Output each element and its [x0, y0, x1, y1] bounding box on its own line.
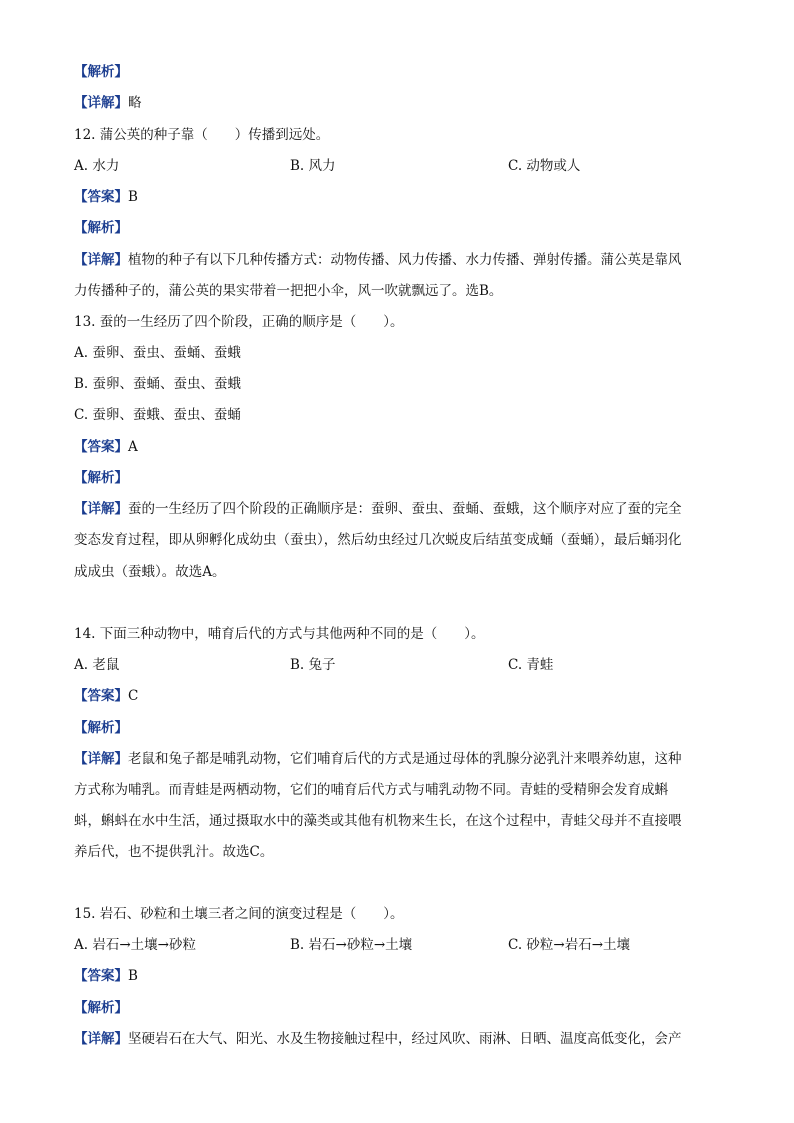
q12-option-b: B. 风力 [290, 158, 336, 174]
prev-detail-text: 略 [128, 95, 142, 111]
analysis-tag: 【解析】 [74, 64, 128, 80]
q14-answer [74, 686, 722, 706]
q15-option-c: C. 砂粒→岩石→土壤 [508, 937, 631, 953]
answer-tag: 【答案】 [74, 968, 128, 984]
q13-answer [74, 437, 722, 457]
q12-detail-line-1 [74, 250, 722, 270]
q13-option-a: A. 蚕卵、蚕虫、蚕蛹、蚕蛾 [74, 345, 241, 361]
q13-option-c: C. 蚕卵、蚕蛾、蚕虫、蚕蛹 [74, 407, 241, 423]
q12-option-c: C. 动物或人 [508, 158, 581, 174]
q14-option-c: C. 青蛙 [508, 657, 554, 673]
q13-detail-line-2: 变态发育过程，即从卵孵化成幼虫（蚕虫），然后幼虫经过几次蜕皮后结茧变成蛹（蚕蛹），最后蛹羽化 [74, 532, 682, 548]
q12-answer [74, 187, 722, 207]
detail-tag: 【详解】 [74, 751, 128, 767]
q12-option-a: A. 水力 [74, 158, 120, 174]
detail-tag: 【详解】 [74, 252, 128, 268]
q13-analysis-heading [74, 468, 722, 488]
q12-detail-text-1: 植物的种子有以下几种传播方式：动物传播、风力传播、水力传播、弹射传播。蒲公英是靠风 [128, 252, 682, 268]
q15-question: 15. 岩石、砂粒和土壤三者之间的演变过程是（ ）。 [74, 906, 404, 922]
analysis-tag: 【解析】 [74, 720, 128, 736]
q12-detail-line-2: 力传播种子的，蒲公英的果实带着一把把小伞，风一吹就飘远了。选B。 [74, 283, 503, 299]
q14-detail-line-1 [74, 749, 722, 769]
q15-detail-line-1 [74, 1029, 722, 1049]
prev-detail [74, 93, 722, 113]
detail-tag: 【详解】 [74, 95, 128, 111]
q12-analysis-heading [74, 218, 722, 238]
q15-option-b: B. 岩石→砂粒→土壤 [290, 937, 413, 953]
q13-question: 13. 蚕的一生经历了四个阶段，正确的顺序是（ ）。 [74, 314, 404, 330]
detail-tag: 【详解】 [74, 501, 128, 517]
q14-detail-line-4: 养后代，也不提供乳汁。故选C。 [74, 844, 274, 860]
q14-analysis-heading [74, 718, 722, 738]
q13-detail-line-1 [74, 499, 722, 519]
q15-analysis-heading [74, 998, 722, 1018]
q13-answer-value: A [128, 439, 138, 455]
detail-tag: 【详解】 [74, 1031, 128, 1047]
q14-option-b: B. 兔子 [290, 657, 336, 673]
answer-tag: 【答案】 [74, 439, 128, 455]
answer-tag: 【答案】 [74, 688, 128, 704]
analysis-tag: 【解析】 [74, 1000, 128, 1016]
q15-answer [74, 966, 722, 986]
q14-detail-line-2: 方式称为哺乳。而青蛙是两栖动物，它们的哺育后代方式与哺乳动物不同。青蛙的受精卵会发育成蝌 [74, 782, 668, 798]
analysis-tag: 【解析】 [74, 220, 128, 236]
prev-analysis-heading [74, 62, 722, 82]
q14-option-a: A. 老鼠 [74, 657, 120, 673]
q14-question: 14. 下面三种动物中，哺育后代的方式与其他两种不同的是（ ）。 [74, 626, 485, 642]
q15-option-a: A. 岩石→土壤→砂粒 [74, 937, 196, 953]
q13-detail-text-1: 蚕的一生经历了四个阶段的正确顺序是：蚕卵、蚕虫、蚕蛹、蚕蛾，这个顺序对应了蚕的完全 [128, 501, 682, 517]
q14-answer-value: C [128, 688, 139, 704]
answer-tag: 【答案】 [74, 189, 128, 205]
analysis-tag: 【解析】 [74, 470, 128, 486]
q13-option-b: B. 蚕卵、蚕蛹、蚕虫、蚕蛾 [74, 376, 242, 392]
q14-detail-line-3: 蚪，蝌蚪在水中生活，通过摄取水中的藻类或其他有机物来生长，在这个过程中，青蛙父母并不直接喂 [74, 813, 682, 829]
q12-answer-value: B [128, 189, 138, 205]
q15-detail-text-1: 坚硬岩石在大气、阳光、水及生物接触过程中，经过风吹、雨淋、日晒、温度高低变化，会产 [128, 1031, 682, 1047]
q13-detail-line-3: 成成虫（蚕蛾）。故选A。 [74, 564, 226, 580]
q15-answer-value: B [128, 968, 138, 984]
q14-detail-text-1: 老鼠和兔子都是哺乳动物，它们哺育后代的方式是通过母体的乳腺分泌乳汁来喂养幼崽，这种 [128, 751, 682, 767]
q12-question: 12. 蒲公英的种子靠（ ）传播到远处。 [74, 127, 330, 143]
